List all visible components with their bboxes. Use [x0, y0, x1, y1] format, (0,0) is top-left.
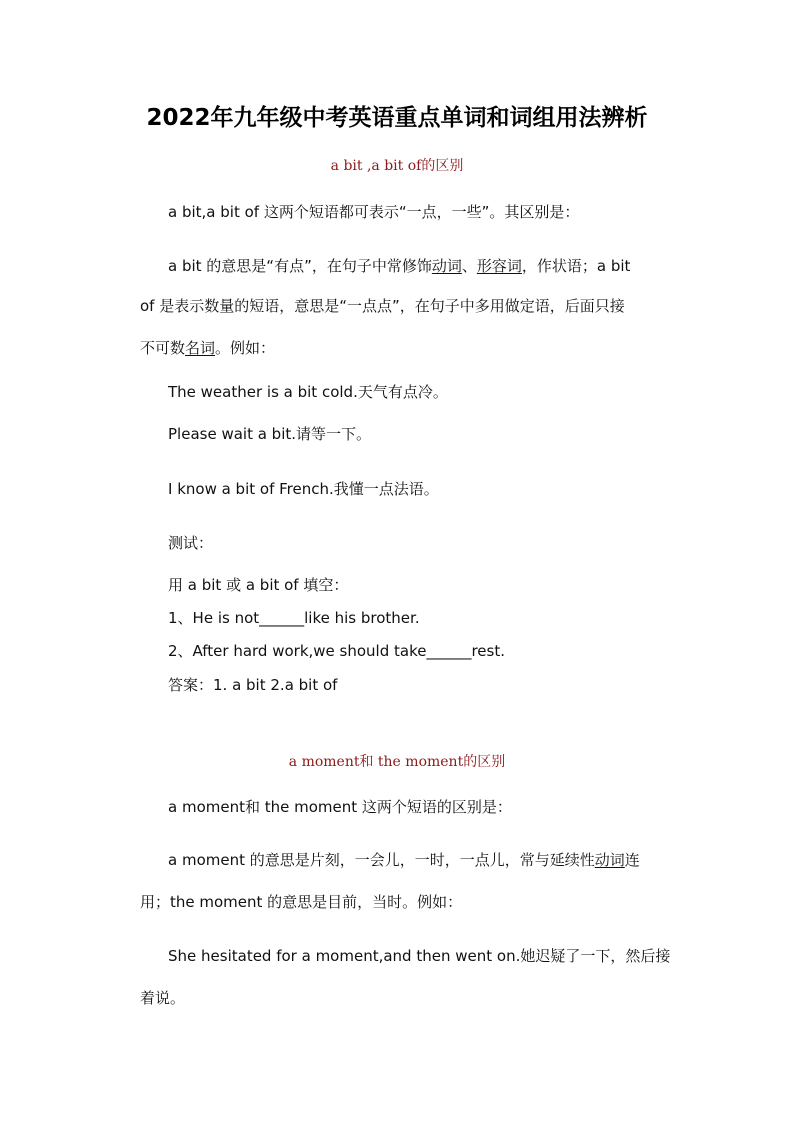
question-item: 1、He is not______like his brother.: [168, 609, 420, 627]
section2-explain-line1: [168, 850, 640, 870]
section1-explain-line1: [168, 256, 630, 276]
section2-example-line2: 着说。: [140, 989, 186, 1007]
section1-explain-line3: [140, 338, 275, 358]
example-line: I know a bit of French.我懂一点法语。: [168, 480, 439, 498]
example-line: Please wait a bit.请等一下。: [168, 425, 372, 443]
text: 、: [461, 257, 477, 275]
link-verb[interactable]: 动词: [594, 851, 625, 869]
question-item: 2、After hard work,we should take______rest.: [168, 642, 506, 660]
text: a moment 的意思是片刻，一会儿，一时，一点儿，常与延续性: [168, 851, 595, 869]
text: 不可数: [140, 339, 186, 357]
section1-explain-line2: of 是表示数量的短语，意思是“一点点”，在句子中多用做定语，后面只接: [140, 297, 625, 315]
section-heading-a-moment: a moment和 the moment的区别: [288, 754, 506, 770]
section1-intro: a bit,a bit of 这两个短语都可表示“一点，一些”。其区别是：: [168, 203, 580, 221]
section2-intro: a moment和 the moment 这两个短语的区别是：: [168, 798, 512, 816]
page-title: 2022年九年级中考英语重点单词和词组用法辨析: [146, 105, 648, 131]
text: 连: [624, 851, 640, 869]
text: a bit 的意思是“有点”，在句子中常修饰: [168, 257, 432, 275]
test-instruction: 用 a bit 或 a bit of 填空：: [168, 576, 349, 594]
link-noun[interactable]: 名词: [185, 339, 216, 357]
text: 。例如：: [215, 339, 276, 357]
link-adjective[interactable]: 形容词: [476, 257, 522, 275]
answer-line: 答案：1. a bit 2.a bit of: [168, 676, 338, 694]
link-verb[interactable]: 动词: [431, 257, 462, 275]
section2-explain-line2: 用；the moment 的意思是目前，当时。例如：: [140, 893, 463, 911]
section-heading-a-bit: a bit ,a bit of的区别: [330, 158, 464, 174]
section2-example-line1: She hesitated for a moment,and then went on.她迟疑了一下，然后接: [168, 947, 671, 965]
test-label: 测试：: [168, 534, 214, 552]
text: ，作状语；a bit: [521, 257, 631, 275]
example-line: The weather is a bit cold.天气有点冷。: [168, 383, 448, 401]
